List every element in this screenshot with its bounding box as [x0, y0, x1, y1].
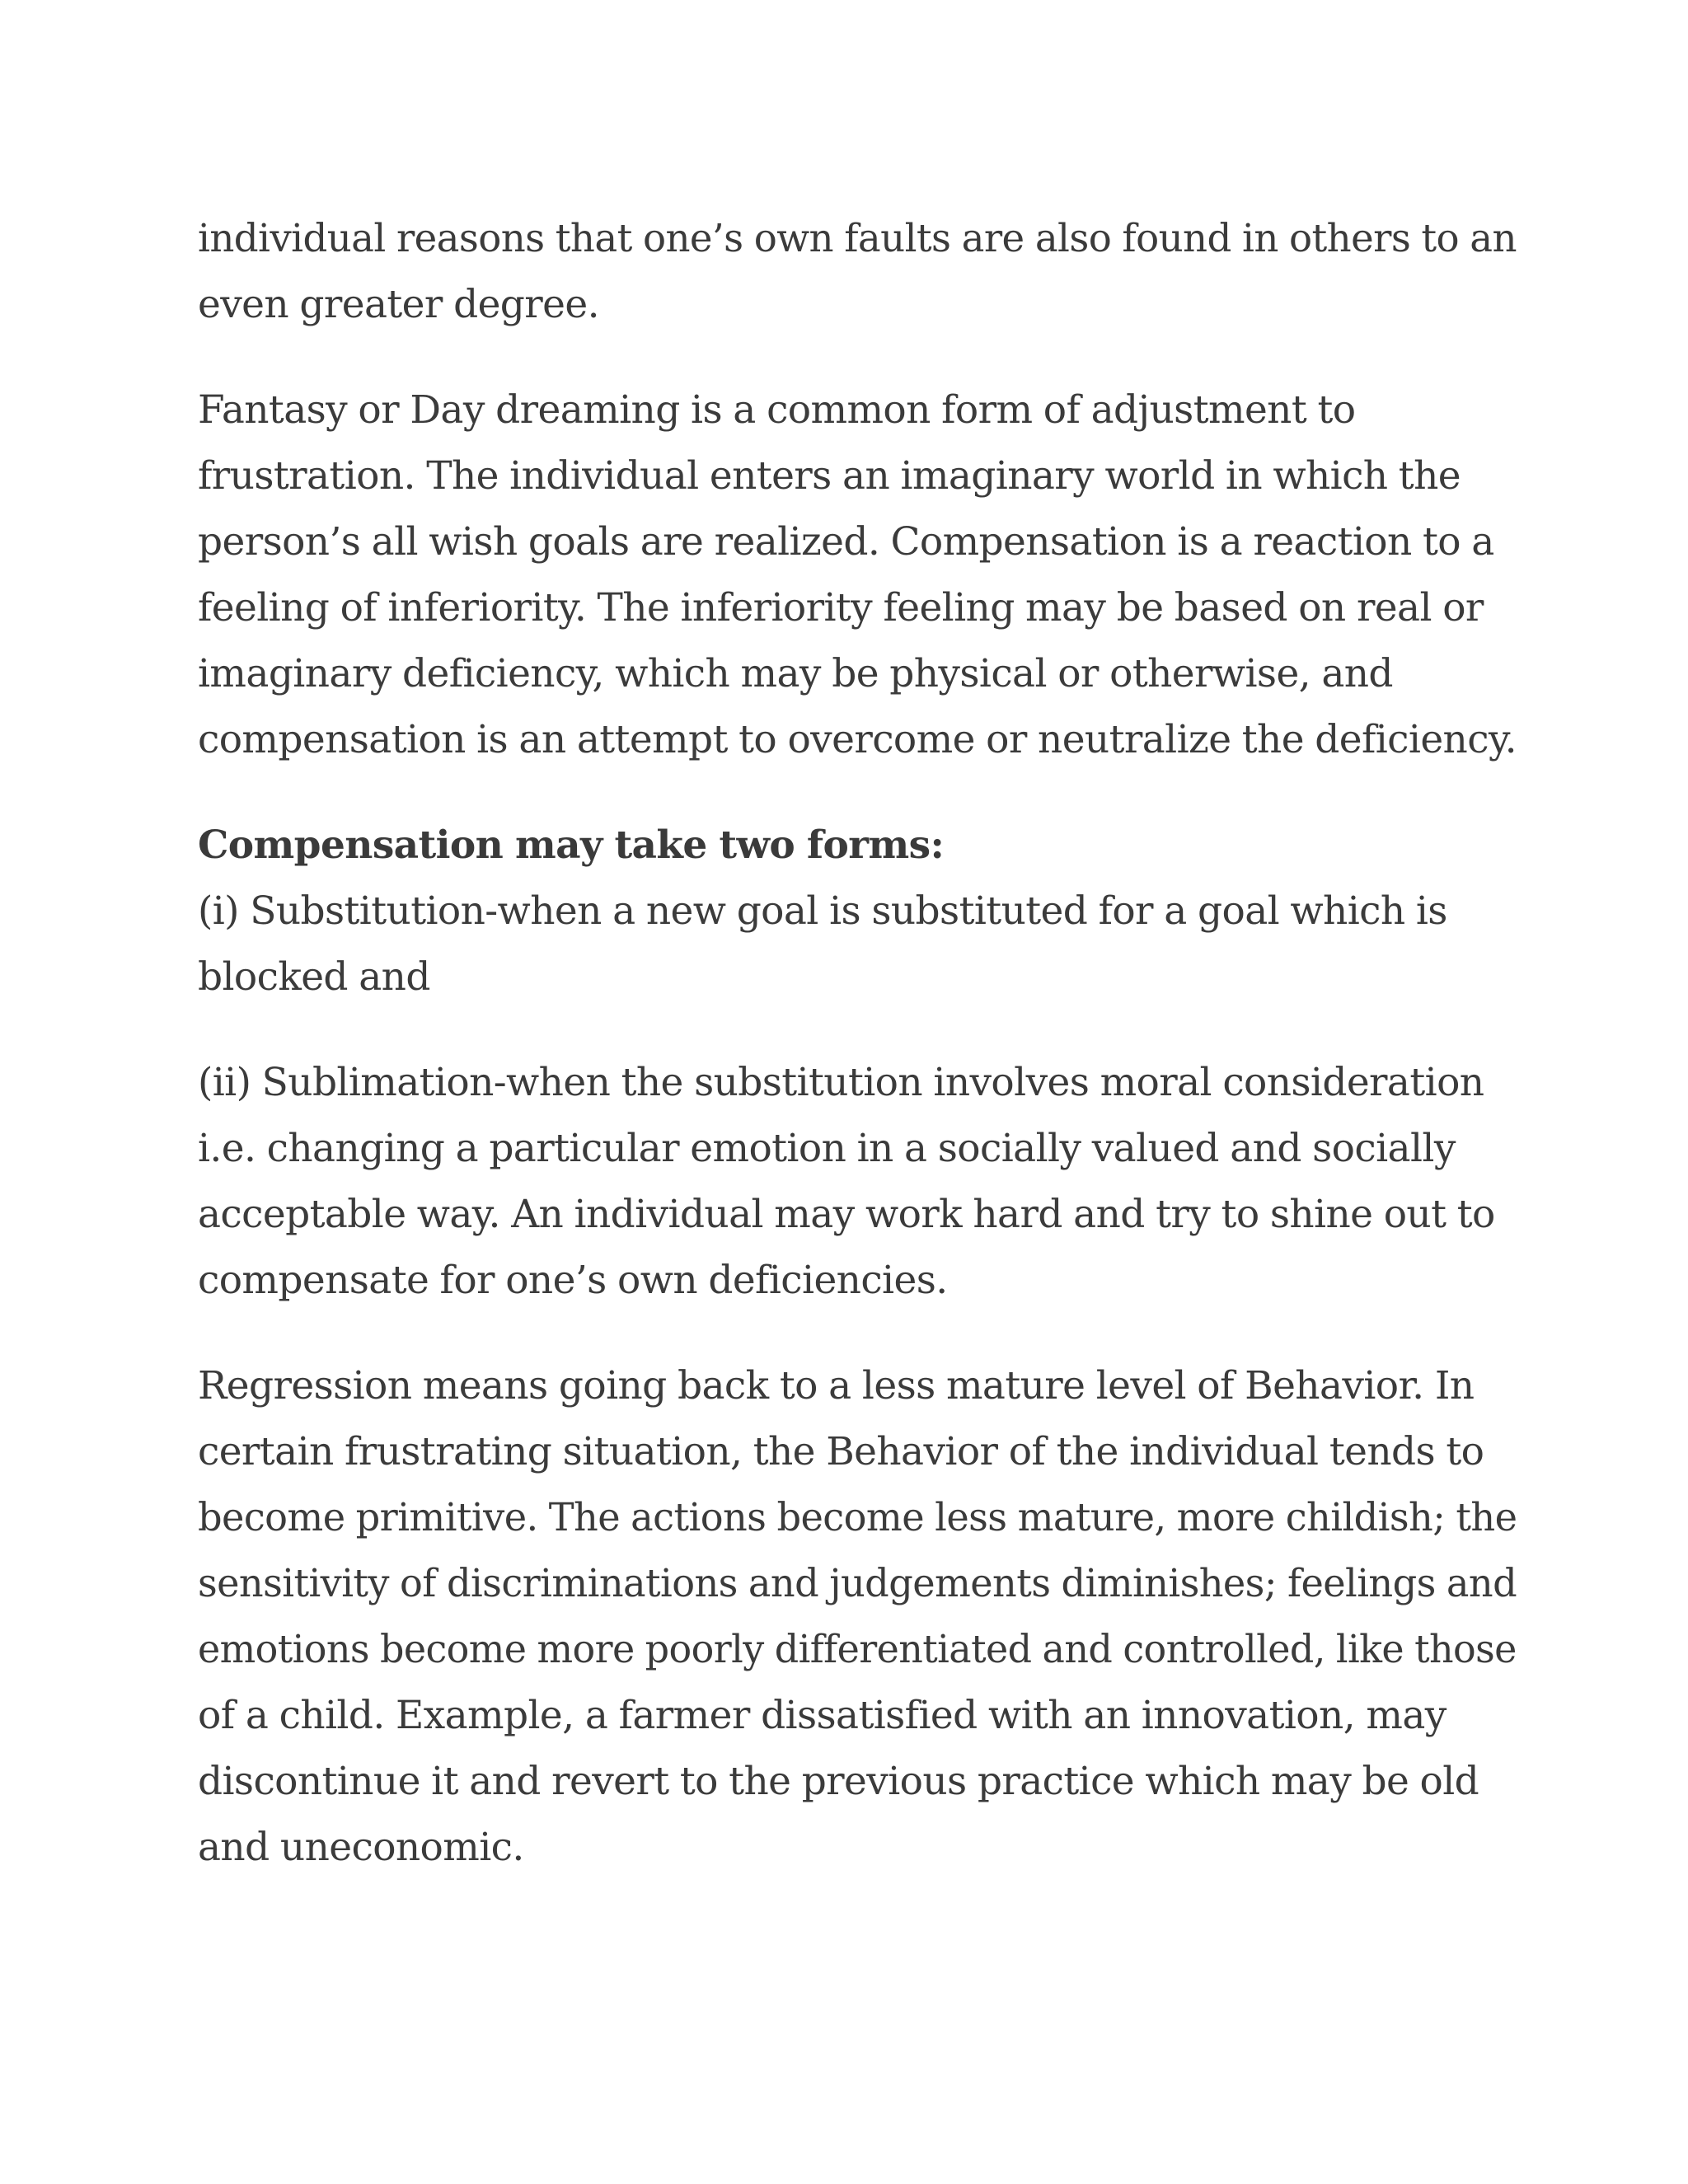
text-line: blocked and: [198, 954, 430, 1000]
paragraph-gap: [198, 1010, 1517, 1050]
text-line: discontinue it and revert to the previous practice which may be old: [198, 1759, 1479, 1804]
text-line: and uneconomic.: [198, 1825, 524, 1870]
text-line: of a child. Example, a farmer dissatisfied with an innovation, may: [198, 1693, 1447, 1738]
paragraph-gap: [198, 1314, 1517, 1353]
text-line: sensitivity of discriminations and judgements diminishes; feelings and: [198, 1561, 1517, 1606]
text-line: become primitive. The actions become less mature, more childish; the: [198, 1495, 1517, 1540]
text-line: feeling of inferiority. The inferiority feeling may be based on real or: [198, 585, 1484, 630]
paragraph-gap: [198, 773, 1517, 813]
text-line: certain frustrating situation, the Behavior of the individual tends to: [198, 1429, 1484, 1474]
document-body: [198, 206, 1517, 1881]
text-line: emotions become more poorly differentiated and controlled, like those: [198, 1627, 1517, 1672]
text-line: (i) Substitution-when a new goal is substituted for a goal which is: [198, 888, 1447, 934]
paragraph-projection-end: [198, 206, 1517, 338]
text-line: even greater degree.: [198, 282, 599, 327]
paragraph-regression: [198, 1353, 1517, 1881]
text-line: imaginary deficiency, which may be physical or otherwise, and: [198, 651, 1393, 696]
text-line: individual reasons that one’s own faults are also found in others to an: [198, 216, 1517, 261]
text-line: Regression means going back to a less mature level of Behavior. In: [198, 1363, 1475, 1408]
paragraph-gap: [198, 338, 1517, 377]
text-line: (ii) Sublimation-when the substitution involves moral consideration: [198, 1060, 1484, 1105]
text-line: frustration. The individual enters an imaginary world in which the: [198, 453, 1461, 499]
paragraph-fantasy: [198, 377, 1517, 773]
text-line: compensate for one’s own deficiencies.: [198, 1258, 948, 1303]
paragraph-sublimation: [198, 1050, 1517, 1314]
section-heading: Compensation may take two forms:: [198, 823, 945, 868]
text-line: person’s all wish goals are realized. Compensation is a reaction to a: [198, 519, 1494, 565]
text-line: acceptable way. An individual may work hard and try to shine out to: [198, 1192, 1495, 1237]
text-line: i.e. changing a particular emotion in a socially valued and socially: [198, 1126, 1456, 1171]
text-line: compensation is an attempt to overcome or neutralize the deficiency.: [198, 717, 1517, 762]
text-line: Fantasy or Day dreaming is a common form of adjustment to: [198, 387, 1356, 433]
paragraph-compensation-forms: [198, 813, 1517, 1010]
